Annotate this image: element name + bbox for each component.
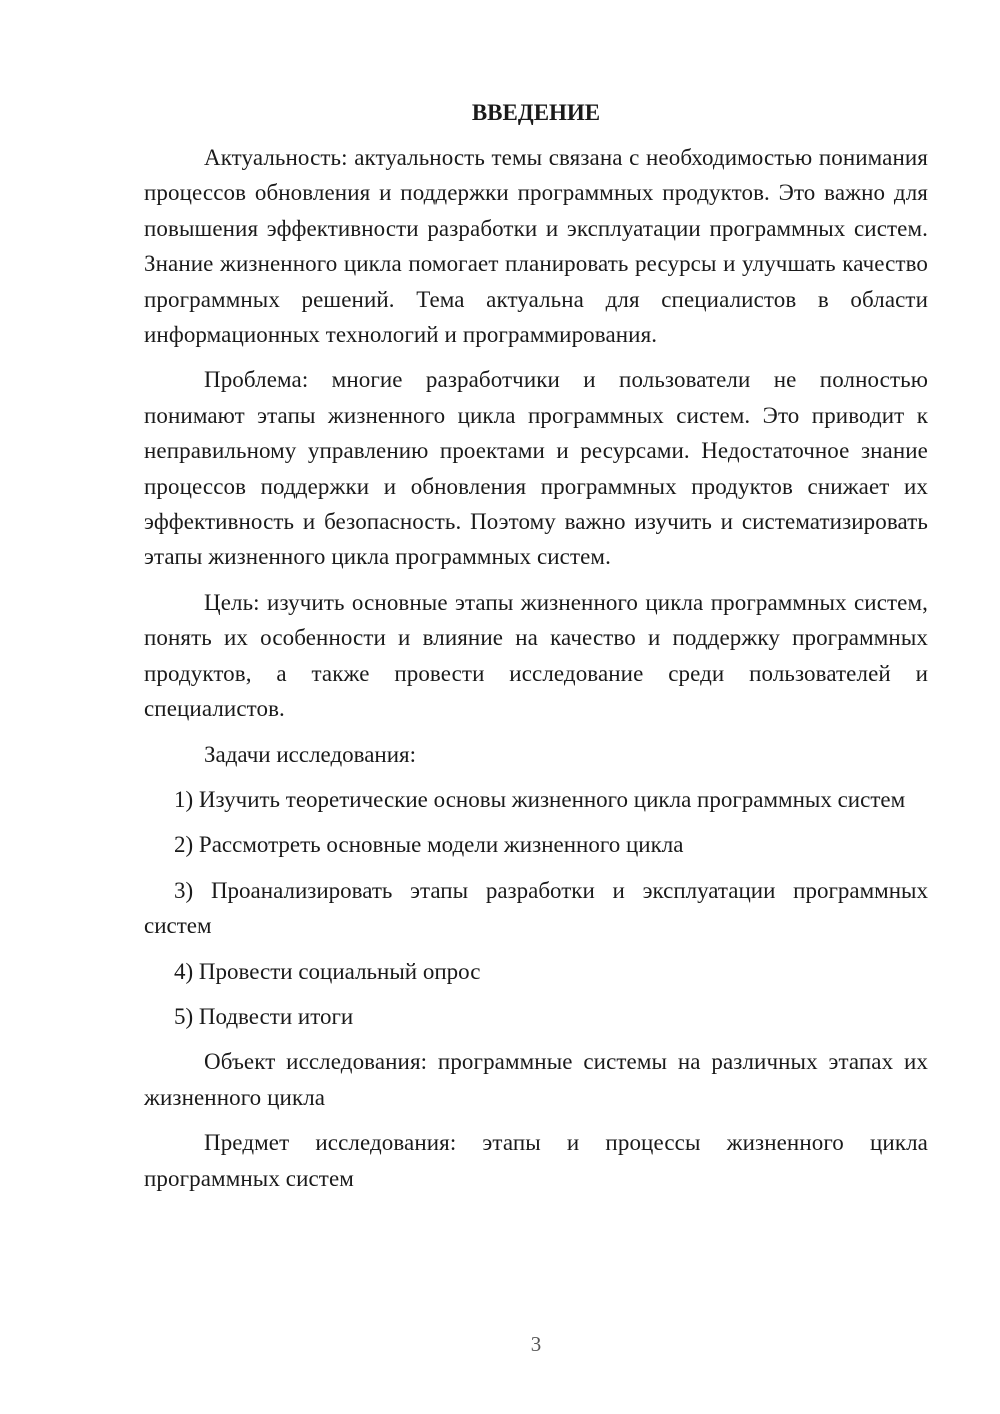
page-title: ВВЕДЕНИЕ [471, 100, 601, 125]
page-number: 3 [530, 1332, 542, 1356]
goal-paragraph: Цель: изучить основные этапы жизненного цикла программных систем, понять их особенности и влияние на качество и поддержку программных продуктов, а также провести исследование среди пользователей и специалистов. [144, 589, 928, 722]
relevance-paragraph: Актуальность: актуальность темы связана с необходимостью понимания процессов обновления и поддержки программных продуктов. Это важно для повышения эффективности разработки и эксплуатации программных систем. Знание жизненного цикла помогает планировать ресурсы и улучшать качество программных решений. Тема актуальна для специалистов в области информационных технологий и программирования. [144, 145, 928, 348]
list-item: 1) Изучить теоретические основы жизненного цикла программных систем [174, 786, 906, 812]
list-item: 3) Проанализировать этапы разработки и эксплуатации программных систем [144, 877, 928, 939]
list-item: 4) Провести социальный опрос [174, 958, 481, 984]
problem-paragraph: Проблема: многие разработчики и пользователи не полностью понимают этапы жизненного цикла программных систем. Это приводит к неправильному управлению проектами и ресурсами. Недостаточное знание процессов поддержки и обновления программных продуктов снижает их эффективность и безопасность. Поэтому важно изучить и систематизировать этапы жизненного цикла программных систем. [144, 367, 928, 570]
list-item: 5) Подвести итоги [174, 1003, 354, 1029]
subject-paragraph: Предмет исследования: этапы и процессы жизненного цикла программных систем [144, 1130, 928, 1191]
page-content [144, 95, 928, 1206]
object-paragraph: Объект исследования: программные системы на различных этапах их жизненного цикла [144, 1049, 928, 1110]
tasks-list [144, 782, 928, 1034]
list-item: 2) Рассмотреть основные модели жизненного цикла [174, 832, 684, 858]
tasks-heading: Задачи исследования: [204, 741, 417, 767]
